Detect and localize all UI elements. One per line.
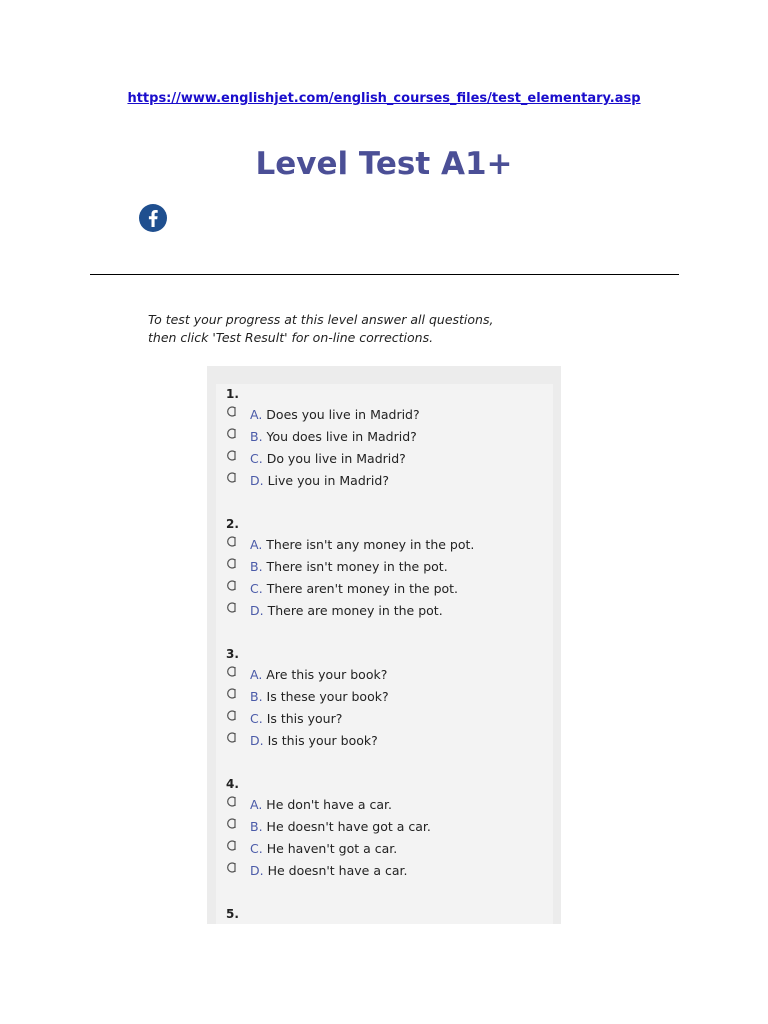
option-text: Is this your book? (267, 733, 378, 748)
option-letter: C. (250, 581, 263, 596)
option-letter: A. (250, 407, 263, 422)
instructions-line-1: To test your progress at this level answer all questions, (148, 312, 494, 327)
question-number: 3. (226, 647, 239, 661)
radio-button-icon[interactable] (226, 406, 237, 417)
option-text: Is this your? (266, 711, 343, 726)
page-title: Level Test A1+ (255, 146, 513, 182)
quiz-panel (207, 366, 561, 924)
option-letter: C. (250, 451, 263, 466)
option-text: Does you live in Madrid? (266, 407, 420, 422)
option-letter: D. (250, 473, 264, 488)
option-3b[interactable] (226, 686, 546, 708)
question-3 (226, 644, 546, 752)
radio-button-icon[interactable] (226, 732, 237, 743)
option-text: There aren't money in the pot. (266, 581, 459, 596)
option-3c[interactable] (226, 708, 546, 730)
option-1a[interactable] (226, 404, 546, 426)
question-1 (226, 384, 546, 492)
instructions (148, 311, 568, 347)
question-number: 1. (226, 387, 239, 401)
option-text: Do you live in Madrid? (266, 451, 406, 466)
radio-button-icon[interactable] (226, 818, 237, 829)
option-text: There isn't money in the pot. (266, 559, 448, 574)
option-3a[interactable] (226, 664, 546, 686)
option-letter: B. (250, 559, 263, 574)
option-text: Live you in Madrid? (267, 473, 389, 488)
option-text: You does live in Madrid? (266, 429, 417, 444)
option-text: He doesn't have a car. (267, 863, 408, 878)
option-letter: D. (250, 733, 264, 748)
radio-button-icon[interactable] (226, 602, 237, 613)
option-4c[interactable] (226, 838, 546, 860)
option-letter: D. (250, 603, 264, 618)
option-2c[interactable] (226, 578, 546, 600)
option-2a[interactable] (226, 534, 546, 556)
option-2b[interactable] (226, 556, 546, 578)
horizontal-divider (90, 274, 679, 275)
option-text: Is these your book? (266, 689, 389, 704)
radio-button-icon[interactable] (226, 450, 237, 461)
source-url-link[interactable]: https://www.englishjet.com/english_courses_files/test_elementary.asp (127, 91, 641, 106)
option-text: He doesn't have got a car. (266, 819, 431, 834)
option-text: There are money in the pot. (267, 603, 443, 618)
option-letter: C. (250, 711, 263, 726)
option-letter: B. (250, 819, 263, 834)
option-text: He haven't got a car. (266, 841, 398, 856)
option-4a[interactable] (226, 794, 546, 816)
option-letter: C. (250, 841, 263, 856)
option-text: There isn't any money in the pot. (266, 537, 475, 552)
option-letter: A. (250, 797, 263, 812)
radio-button-icon[interactable] (226, 688, 237, 699)
question-number: 2. (226, 517, 239, 531)
option-text: Are this your book? (266, 667, 388, 682)
option-letter: B. (250, 689, 263, 704)
question-2 (226, 514, 546, 622)
radio-button-icon[interactable] (226, 862, 237, 873)
option-3d[interactable] (226, 730, 546, 752)
option-letter: D. (250, 863, 264, 878)
option-letter: A. (250, 667, 263, 682)
question-number: 4. (226, 777, 239, 791)
option-letter: A. (250, 537, 263, 552)
radio-button-icon[interactable] (226, 428, 237, 439)
quiz-content (216, 384, 553, 924)
instructions-line-2: then click 'Test Result' for on-line corrections. (148, 330, 434, 345)
radio-button-icon[interactable] (226, 840, 237, 851)
radio-button-icon[interactable] (226, 472, 237, 483)
option-2d[interactable] (226, 600, 546, 622)
option-text: He don't have a car. (266, 797, 392, 812)
option-4d[interactable] (226, 860, 546, 882)
question-4 (226, 774, 546, 882)
option-4b[interactable] (226, 816, 546, 838)
option-1d[interactable] (226, 470, 546, 492)
option-letter: B. (250, 429, 263, 444)
facebook-icon[interactable] (139, 204, 167, 232)
radio-button-icon[interactable] (226, 558, 237, 569)
radio-button-icon[interactable] (226, 710, 237, 721)
radio-button-icon[interactable] (226, 580, 237, 591)
question-number: 5. (226, 907, 239, 921)
radio-button-icon[interactable] (226, 666, 237, 677)
option-1b[interactable] (226, 426, 546, 448)
option-1c[interactable] (226, 448, 546, 470)
radio-button-icon[interactable] (226, 536, 237, 547)
question-5 (226, 904, 546, 924)
radio-button-icon[interactable] (226, 796, 237, 807)
